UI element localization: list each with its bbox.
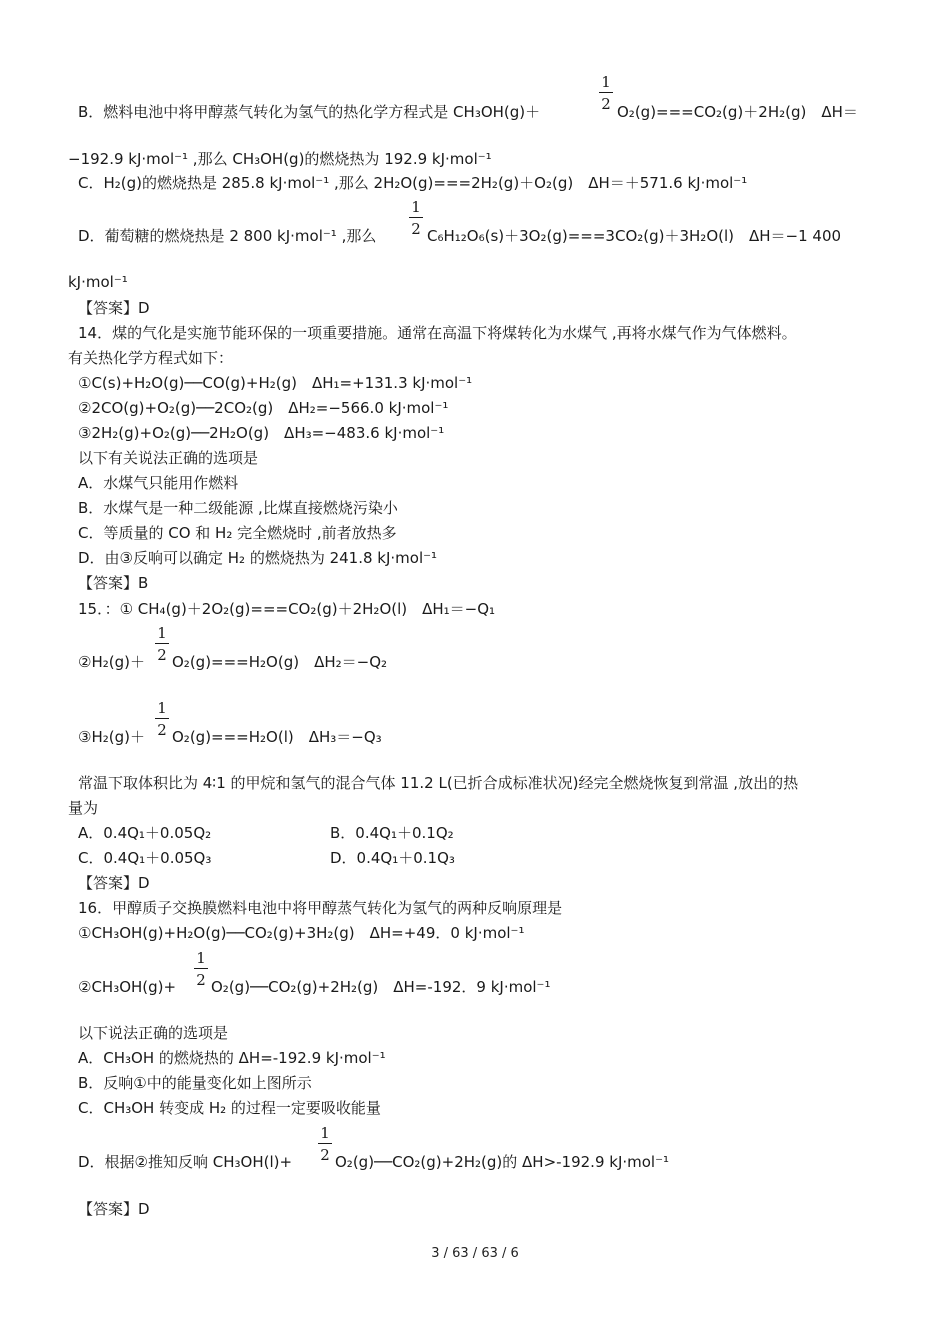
q14-equation-2: ②2CO(g)+O₂(g)──2CO₂(g) ΔH₂=−566.0 kJ·mol⁻¹: [78, 399, 449, 417]
q14-option-b: B．水煤气是一种二级能源 ,比煤直接燃烧污染小: [78, 499, 398, 517]
option-b-text-a: B．燃料电池中将甲醇蒸气转化为氢气的热化学方程式是 CH₃OH(g)＋: [78, 103, 541, 121]
option-d-line2: kJ·mol⁻¹: [68, 273, 128, 291]
page-number: 3 / 63 / 63 / 6: [431, 1246, 519, 1261]
fraction-denominator: 2: [157, 646, 167, 664]
q14-equation-3: ③2H₂(g)+O₂(g)──2H₂O(g) ΔH₃=−483.6 kJ·mol⁻¹: [78, 424, 445, 442]
fraction-half: [194, 949, 208, 989]
fraction-numerator: 1: [320, 1124, 330, 1142]
q16-option-a: A．CH₃OH 的燃烧热的 ΔH=-192.9 kJ·mol⁻¹: [78, 1049, 386, 1067]
q14-stem-line1: 14．煤的气化是实施节能环保的一项重要措施。通常在高温下将煤转化为水煤气 ,再将水煤气作为气体燃料。: [78, 324, 797, 342]
fraction-bar: [318, 1143, 332, 1144]
fraction-numerator: 1: [157, 699, 167, 717]
option-c-line: C．H₂(g)的燃烧热是 285.8 kJ·mol⁻¹ ,那么 2H₂O(g)===2H₂(g)＋O₂(g) ΔH＝＋571.6 kJ·mol⁻¹: [78, 174, 748, 192]
fraction-half: [155, 699, 169, 739]
q14-statement: 以下有关说法正确的选项是: [78, 449, 259, 467]
fraction-bar: [409, 217, 423, 218]
q15-option-a: A．0.4Q₁＋0.05Q₂: [78, 824, 212, 842]
q16-equation-2-a: ②CH₃OH(g)+: [78, 978, 177, 996]
answer-15: 【答案】D: [78, 874, 150, 892]
q16-stem: 16．甲醇质子交换膜燃料电池中将甲醇蒸气转化为氢气的两种反响原理是: [78, 899, 563, 917]
fraction-denominator: 2: [411, 220, 421, 238]
q15-equation-1: 15．：① CH₄(g)＋2O₂(g)===CO₂(g)＋2H₂O(l) ΔH₁＝−Q₁: [78, 600, 496, 618]
fraction-half: [155, 624, 169, 664]
q16-equation-2-b: O₂(g)──CO₂(g)+2H₂(g) ΔH=-192．9 kJ·mol⁻¹: [211, 978, 551, 996]
option-b-line1-cont: [617, 102, 858, 122]
q14-stem-line2: 有关热化学方程式如下：: [68, 349, 234, 367]
q15-equation-3-b: O₂(g)===H₂O(l) ΔH₃＝−Q₃: [172, 728, 382, 746]
fraction-numerator: 1: [157, 624, 167, 642]
q16-option-d-a: D．根据②推知反响 CH₃OH(l)+: [78, 1153, 293, 1171]
q14-equation-1: ①C(s)+H₂O(g)──CO(g)+H₂(g) ΔH₁=+131.3 kJ·mol⁻¹: [78, 374, 473, 392]
fraction-numerator: 1: [601, 73, 611, 91]
fraction-bar: [155, 718, 169, 719]
fraction-bar: [194, 968, 208, 969]
q14-option-c: C．等质量的 CO 和 H₂ 完全燃烧时 ,前者放热多: [78, 524, 397, 542]
q15-equation-2-b: O₂(g)===H₂O(g) ΔH₂＝−Q₂: [172, 653, 388, 671]
fraction-bar: [155, 643, 169, 644]
fraction-denominator: 2: [320, 1146, 330, 1164]
option-b-line1: [78, 102, 540, 122]
fraction-bar: [599, 92, 613, 93]
answer-13: 【答案】D: [78, 299, 150, 317]
option-d-line1-cont: C₆H₁₂O₆(s)＋3O₂(g)===3CO₂(g)＋3H₂O(l) ΔH＝−1 400: [427, 227, 842, 245]
fraction-numerator: 1: [411, 198, 421, 216]
fraction-numerator: 1: [196, 949, 206, 967]
fraction-half: [599, 73, 613, 113]
q14-option-d: D．由③反响可以确定 H₂ 的燃烧热为 241.8 kJ·mol⁻¹: [78, 549, 438, 567]
q14-option-a: A．水煤气只能用作燃料: [78, 474, 239, 492]
fraction-denominator: 2: [157, 721, 167, 739]
answer-16: 【答案】D: [78, 1200, 150, 1218]
fraction-half: [318, 1124, 332, 1164]
q15-option-b: B．0.4Q₁＋0.1Q₂: [330, 824, 454, 842]
fraction-denominator: 2: [196, 971, 206, 989]
answer-14: 【答案】B: [78, 574, 149, 592]
q16-option-b: B．反响①中的能量变化如上图所示: [78, 1074, 312, 1092]
q15-stem-line2: 量为: [68, 799, 99, 817]
q16-option-c: C．CH₃OH 转变成 H₂ 的过程一定要吸收能量: [78, 1099, 381, 1117]
q16-option-d-b: O₂(g)──CO₂(g)+2H₂(g)的 ΔH>-192.9 kJ·mol⁻¹: [335, 1153, 670, 1171]
fraction-denominator: 2: [601, 95, 611, 113]
q16-statement: 以下说法正确的选项是: [78, 1024, 229, 1042]
option-d-line1: D．葡萄糖的燃烧热是 2 800 kJ·mol⁻¹ ,那么: [78, 227, 377, 245]
q15-option-d: D．0.4Q₁＋0.1Q₃: [330, 849, 455, 867]
q15-option-c: C．0.4Q₁＋0.05Q₃: [78, 849, 212, 867]
q15-stem-line1: 常温下取体积比为 4∶1 的甲烷和氢气的混合气体 11.2 L(已折合成标准状况)经完全燃烧恢复到常温 ,放出的热: [78, 774, 799, 792]
q15-equation-2-a: ②H₂(g)＋: [78, 653, 145, 671]
option-b-line2: −192.9 kJ·mol⁻¹ ,那么 CH₃OH(g)的燃烧热为 192.9 kJ·mol⁻¹: [68, 150, 492, 168]
q15-equation-3-a: ③H₂(g)＋: [78, 728, 145, 746]
fraction-half: [409, 198, 423, 238]
option-b-text-b: O₂(g)===CO₂(g)＋2H₂(g) ΔH＝: [617, 103, 858, 121]
q16-equation-1: ①CH₃OH(g)+H₂O(g)──CO₂(g)+3H₂(g) ΔH=+49．0 kJ·mol⁻¹: [78, 924, 525, 942]
